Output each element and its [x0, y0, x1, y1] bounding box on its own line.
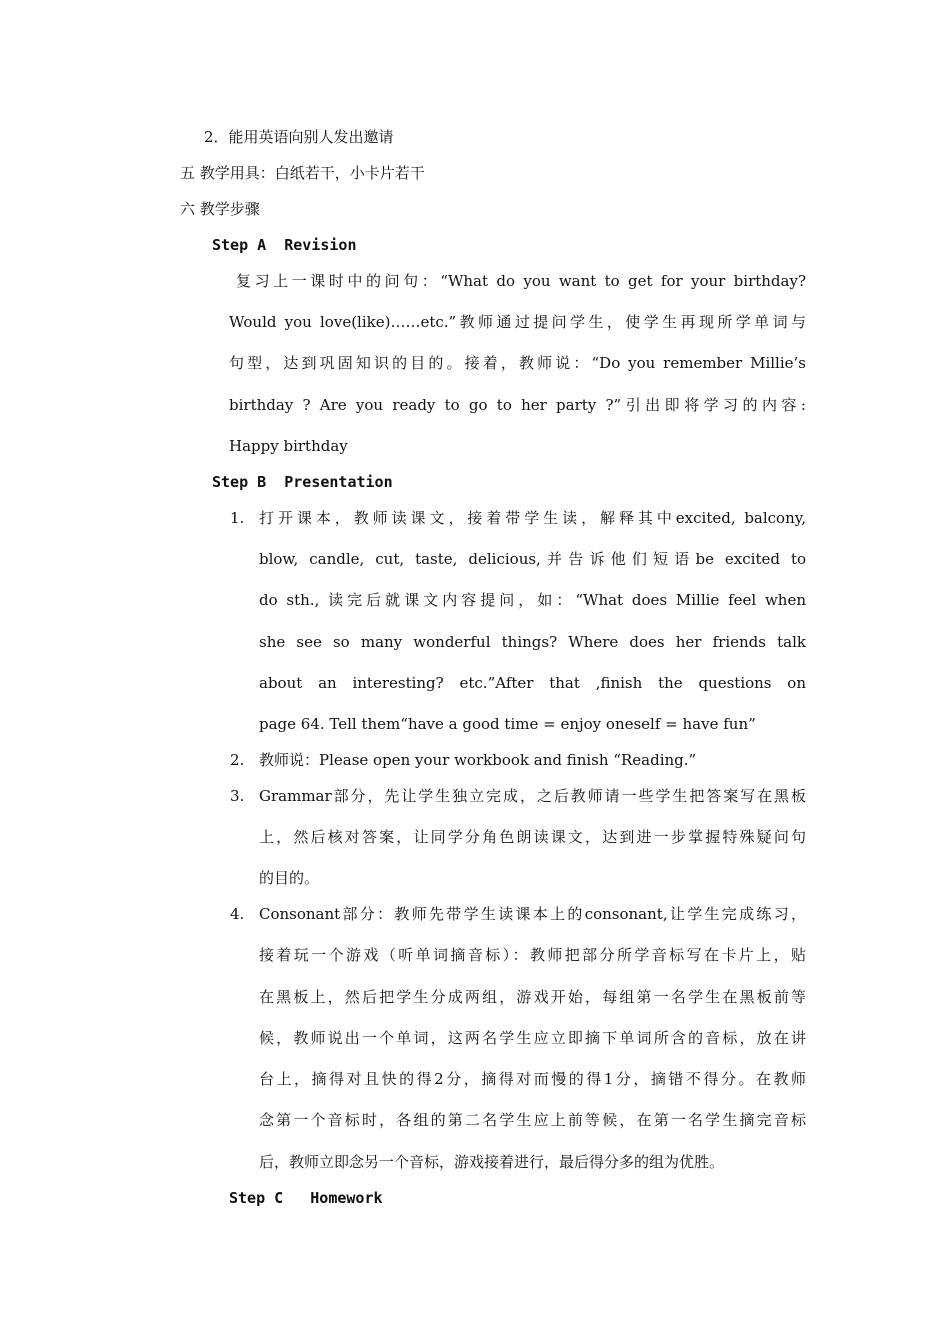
- step-a-line: 复习上一课时中的问句：“What do you want to get for your birthday?: [236, 272, 806, 290]
- step-a-line: Would you love(like)……etc.”教师通过提问学生，使学生再现所学单词与: [229, 313, 806, 331]
- item-number: 3.: [230, 787, 245, 805]
- item-number: 1.: [230, 509, 245, 527]
- item-number: 2.: [230, 751, 245, 769]
- item-line: she see so many wonderful things? Where does her friends talk: [259, 633, 806, 651]
- item-line: 候，教师说出一个单词，这两名学生应立即摘下单词所含的音标，放在讲: [259, 1029, 806, 1047]
- item-line: page 64. Tell them“have a good time = enjoy oneself = have fun”: [259, 715, 756, 733]
- section-6-heading: 六 教学步骤: [180, 200, 260, 218]
- item-line: 接着玩一个游戏（听单词摘音标）：教师把部分所学音标写在卡片上，贴: [259, 946, 806, 964]
- item-line: 上，然后核对答案，让同学分角色朗读课文，达到进一步掌握特殊疑问句: [259, 828, 806, 846]
- item-line: 在黑板上，然后把学生分成两组，游戏开始，每组第一名学生在黑板前等: [259, 988, 806, 1006]
- item-line: Grammar部分，先让学生独立完成，之后教师请一些学生把答案写在黑板: [259, 787, 806, 805]
- section-5-heading: 五 教学用具：白纸若干，小卡片若干: [180, 164, 425, 182]
- list-item-2: 2．能用英语向别人发出邀请: [204, 128, 394, 146]
- item-line: 后，教师立即念另一个音标，游戏接着进行，最后得分多的组为优胜。: [259, 1153, 725, 1171]
- item-line: 教师说：Please open your workbook and finish “Reading.”: [259, 751, 697, 769]
- item-line: 打开课本，教师读课文，接着带学生读，解释其中excited, balcony,: [259, 509, 806, 527]
- item-line: blow, candle, cut, taste, delicious,并告诉他们短语be excited to: [259, 550, 806, 568]
- item-line: about an interesting? etc.”After that ,finish the questions on: [259, 674, 806, 692]
- item-line: 念第一个音标时，各组的第二名学生应上前等候，在第一名学生摘完音标: [259, 1111, 806, 1129]
- step-a-heading: Step A Revision: [212, 236, 357, 254]
- step-a-line: 句型，达到巩固知识的目的。接着，教师说：“Do you remember Millie’s: [229, 354, 806, 372]
- step-b-heading: Step B Presentation: [212, 473, 393, 491]
- item-line: Consonant部分：教师先带学生读课本上的consonant,让学生完成练习，: [259, 905, 806, 923]
- item-line: 的目的。: [259, 869, 320, 887]
- item-line: do sth., 读完后就课文内容提问，如：“What does Millie feel when: [259, 591, 806, 609]
- item-line: 台上，摘得对且快的得2分，摘得对而慢的得1分，摘错不得分。在教师: [259, 1070, 806, 1088]
- step-a-line: birthday ? Are you ready to go to her party ?”引出即将学习的内容:: [229, 396, 806, 414]
- item-number: 4.: [230, 905, 245, 923]
- step-c-heading: Step C Homework: [229, 1189, 383, 1207]
- step-a-line: Happy birthday: [229, 437, 348, 455]
